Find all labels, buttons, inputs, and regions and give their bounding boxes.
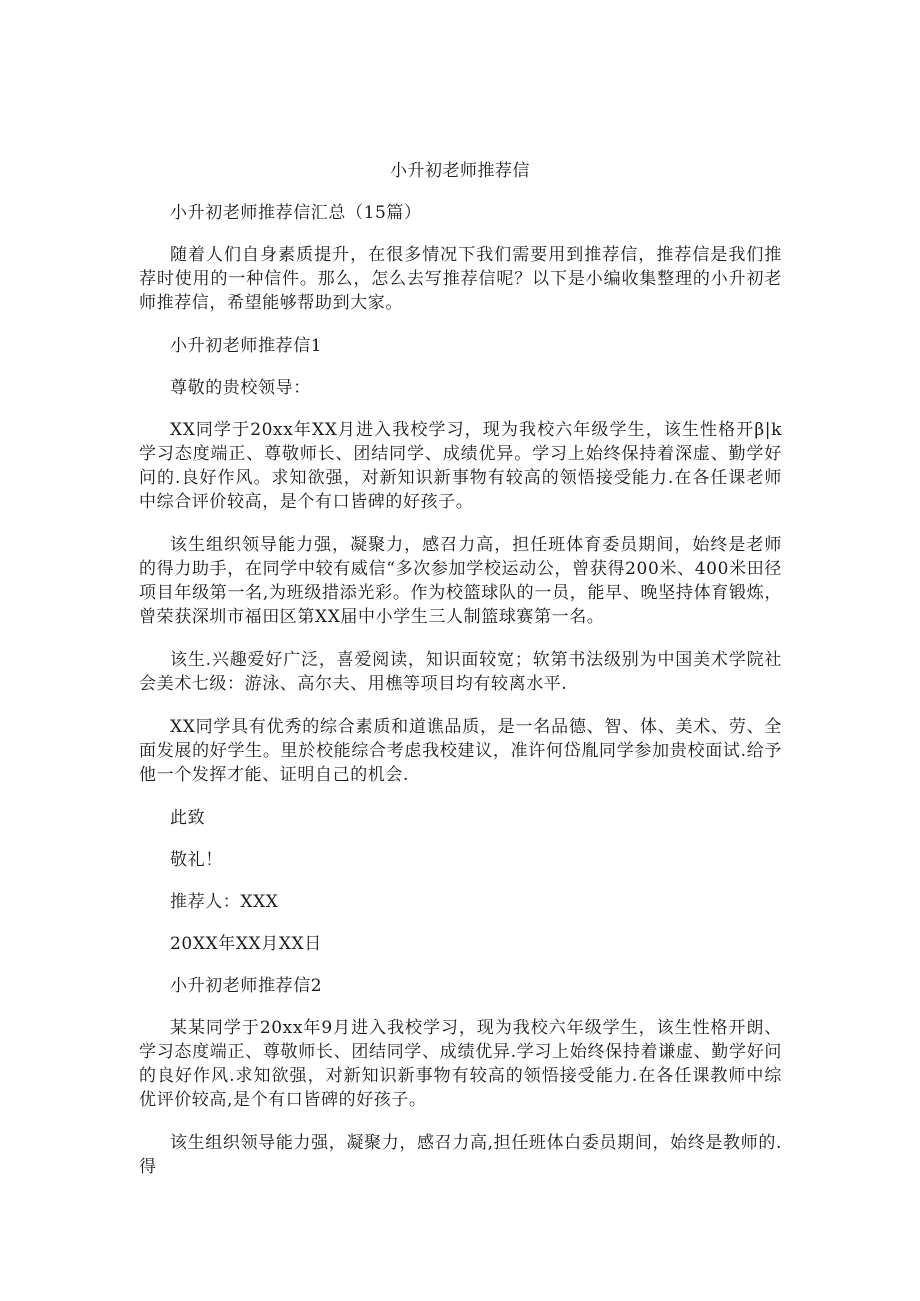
letter1-closing-2: 敬礼！ xyxy=(170,850,223,870)
intro-paragraph: 随着人们自身素质提升，在很多情况下我们需要用到推荐信，推荐信是我们推荐时使用的一种信件。那么，怎么去写推荐信呢？以下是小编收集整理的小升初老师推荐信，希望能够帮助到大家。 xyxy=(139,245,782,313)
letter1-date: 20XX年XX月XX日 xyxy=(170,934,322,954)
document-subtitle: 小升初老师推荐信汇总（15篇） xyxy=(170,203,422,223)
document-title: 小升初老师推荐信 xyxy=(390,161,530,181)
letter1-paragraph-1: XX同学于20xx年XX月进入我校学习，现为我校六年级学生，该生性格开β|k学习态度端正、尊敬师长、团结同学、成绩优异。学习上始终保持着深虚、勤学好问的.良好作风。求知欲强，对新知识新事物有较高的领悟接受能力.在各任课老师中综合评价较高，是个有口皆碑的好孩子。 xyxy=(139,420,782,512)
letter1-paragraph-2: 该生组织领导能力强，凝聚力，感召力高，担任班体育委员期间，始终是老师的得力助手，在同学中较有威信“多次参加学校运动公，曾获得200米、400米田径项目年级第一名,为班级措添光彩。作为校篮球队的一员，能早、晚坚持体育锻炼，曾荣获深圳市福田区第XX届中小学生三人制篮球赛第一名。 xyxy=(139,535,782,627)
letter1-heading: 小升初老师推荐信1 xyxy=(170,336,323,356)
letter1-closing-1: 此致 xyxy=(170,808,206,828)
letter2-paragraph-1: 某某同学于20xx年9月进入我校学习，现为我校六年级学生，该生性格开朗、学习态度端正、尊敬师长、团结同学、成绩优异.学习上始终保持着谦虚、勤学好问的良好作风.求知欲强，对新知识新事物有较高的领悟接受能力.在各任课教师中综优评价较高,是个有口皆碑的好孩子。 xyxy=(139,1018,782,1110)
letter1-paragraph-3: 该生.兴趣爱好广泛，喜爱阅读，知识面较宽；软第书法级别为中国美术学院社会美术七级：游泳、高尔夫、用樵等项目均有较离水平. xyxy=(139,650,782,694)
letter1-signer: 推荐人：XXX xyxy=(170,892,279,912)
letter2-paragraph-2: 该生组织领导能力强，凝聚力，感召力高,担任班体白委员期间，始终是教师的.得 xyxy=(139,1133,782,1177)
letter1-paragraph-4: XX同学具有优秀的综合素质和道谯品质，是一名品德、智、体、美术、劳、全面发展的好学生。里於校能综合考虑我校建议，准许何岱胤同学参加贵校面试.给予他一个发挥才能、证明自己的机会. xyxy=(139,717,782,785)
letter2-heading: 小升初老师推荐信2 xyxy=(170,976,323,996)
letter1-greeting: 尊敬的贵校领导： xyxy=(170,378,311,398)
document-body xyxy=(139,201,782,1179)
